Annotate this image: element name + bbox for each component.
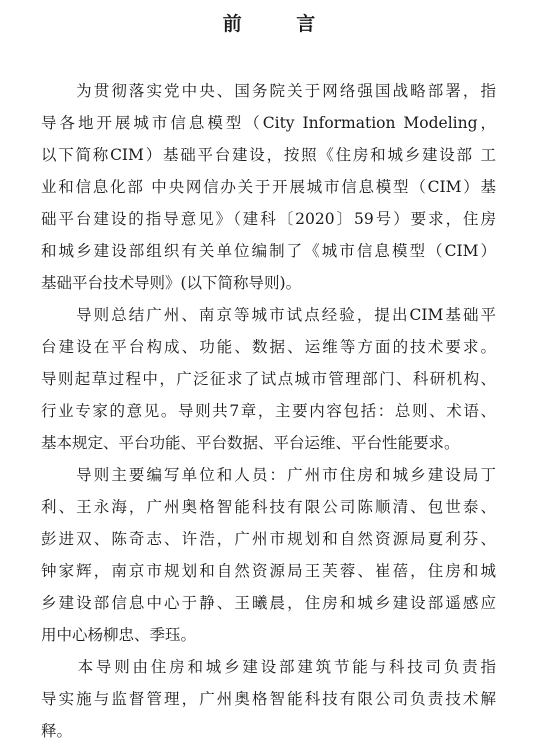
text-line: 利、王永海，广州奥格智能科技有限公司陈顺清、包世泰、 <box>41 498 496 516</box>
text-line: 导各地开展城市信息模型（City Information Modeling， <box>41 114 496 132</box>
text-line: 导则起草过程中，广泛征求了试点城市管理部门、科研机构、 <box>41 370 496 388</box>
text-line: 导则主要编写单位和人员：广州市住房和城乡建设局丁 <box>41 466 496 484</box>
paragraph-authors <box>41 459 496 651</box>
text-line: 和城乡建设部组织有关单位编制了《城市信息模型（CIM） <box>41 242 496 260</box>
text-line: 业和信息化部 中央网信办关于开展城市信息模型（CIM）基 <box>41 178 496 196</box>
text-line: 释。 <box>41 722 73 740</box>
text-line: 以下简称CIM）基础平台建设，按照《住房和城乡建设部 工 <box>41 146 496 164</box>
text-line: 为贯彻落实党中央、国务院关于网络强国战略部署，指 <box>41 82 496 100</box>
text-line: 基础平台技术导则》(以下简称导则)。 <box>41 274 302 292</box>
text-line: 本导则由住房和城乡建设部建筑节能与科技司负责指 <box>41 658 496 676</box>
text-line: 导则总结广州、南京等城市试点经验，提出CIM基础平 <box>41 306 496 324</box>
paragraph-responsibility <box>41 651 496 747</box>
text-line: 乡建设部信息中心于静、王曦晨，住房和城乡建设部遥感应 <box>41 594 496 612</box>
document-body <box>41 75 496 747</box>
text-line: 导实施与监督管理，广州奥格智能科技有限公司负责技术解 <box>41 690 496 708</box>
text-line: 钟家辉，南京市规划和自然资源局王芙蓉、崔蓓，住房和城 <box>41 562 496 580</box>
text-line: 基本规定、平台功能、平台数据、平台运维、平台性能要求。 <box>41 434 460 452</box>
text-line: 行业专家的意见。导则共7章，主要内容包括：总则、术语、 <box>41 402 496 420</box>
text-line: 础平台建设的指导意见》（建科〔2020〕59号）要求，住房 <box>41 210 496 228</box>
text-line: 彭进双、陈奇志、许浩，广州市规划和自然资源局夏利芬、 <box>41 530 496 548</box>
paragraph-summary <box>41 299 496 459</box>
page-title: 前 言 <box>222 13 340 35</box>
text-line: 用中心杨柳忠、季珏。 <box>41 626 197 644</box>
text-line: 台建设在平台构成、功能、数据、运维等方面的技术要求。 <box>41 338 496 356</box>
paragraph-background <box>41 75 496 299</box>
